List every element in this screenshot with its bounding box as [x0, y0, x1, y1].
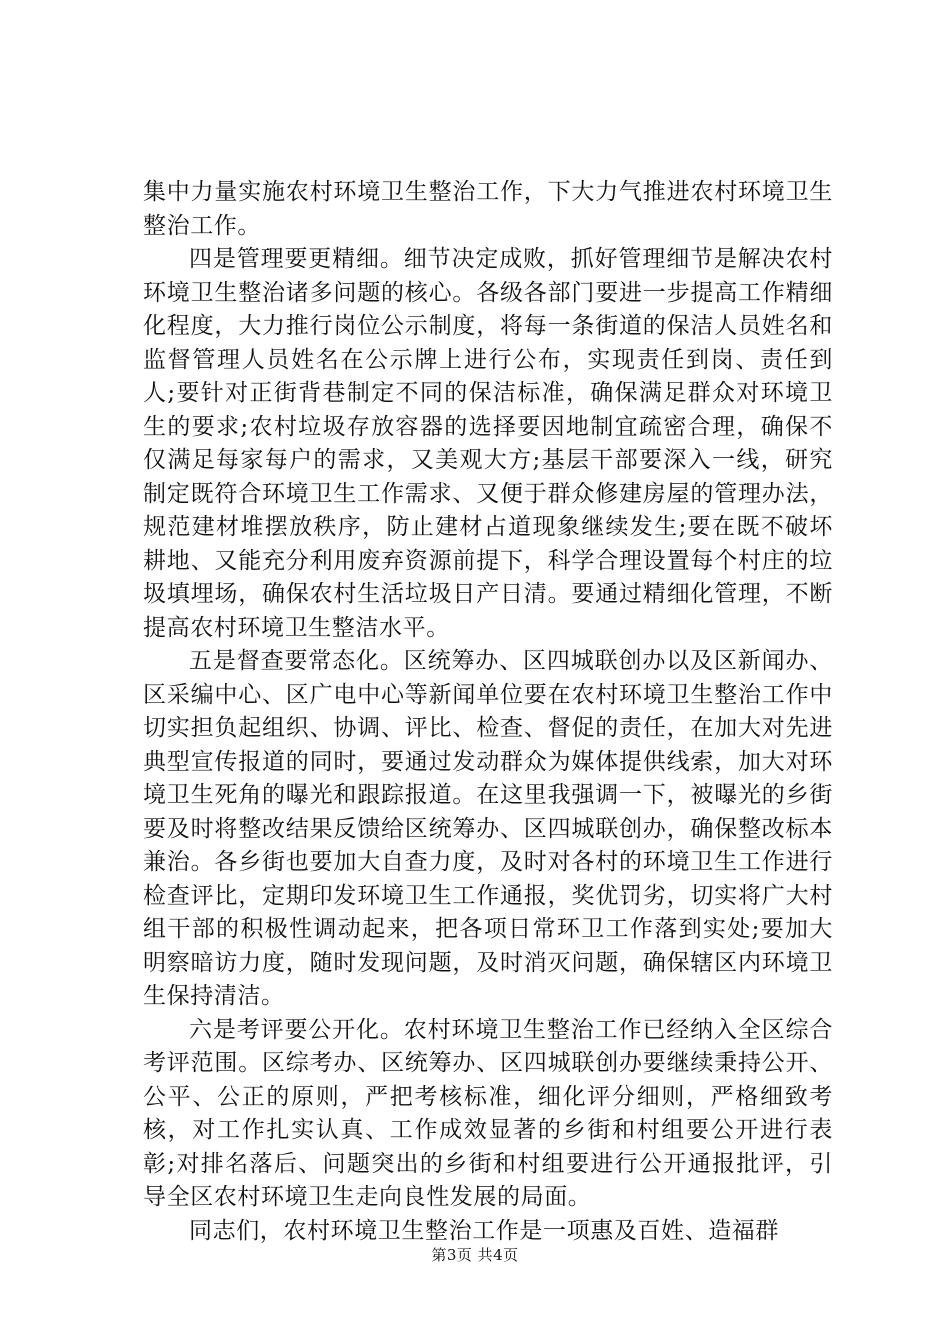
document-body — [143, 176, 833, 1248]
page-number-footer: 第3页 共4页 — [431, 1246, 519, 1264]
paragraph-evaluation: 六是考评要公开化。农村环境卫生整治工作已经纳入全区综合考评范围。区综考办、区统筹办、区四城联创办要继续秉持公开、公平、公正的原则，严把考核标准，细化评分细则，严格细致考核，对工作扎实认真、工作成效显著的乡街和村组要公开进行表彰;对排名落后、问题突出的乡街和村组要进行公开通报批评，引导全区农村环境卫生走向良性发展的局面。 — [143, 1016, 833, 1210]
paragraph-management: 四是管理要更精细。细节决定成败，抓好管理细节是解决农村环境卫生整治诸多问题的核心。各级各部门要进一步提高工作精细化程度，大力推行岗位公示制度，将每一条街道的保洁人员姓名和监督管理人员姓名在公示牌上进行公布，实现责任到岗、责任到人;要针对正街背巷制定不同的保洁标准，确保满足群众对环境卫生的要求;农村垃圾存放容器的选择要因地制宜疏密合理，确保不仅满足每家每户的需求，又美观大方;基层干部要深入一线，研究制定既符合环境卫生工作需求、又便于群众修建房屋的管理办法，规范建材堆摆放秩序，防止建材占道现象继续发生;要在既不破坏耕地、又能充分利用废弃资源前提下，科学合理设置每个村庄的垃圾填埋场，确保农村生活垃圾日产日清。要通过精细化管理，不断提高农村环境卫生整洁水平。 — [143, 246, 833, 641]
paragraph-closing: 同志们，农村环境卫生整治工作是一项惠及百姓、造福群 — [189, 1217, 779, 1244]
paragraph-continuation: 集中力量实施农村环境卫生整治工作，下大力气推进农村环境卫生整治工作。 — [143, 179, 833, 239]
paragraph-supervision: 五是督查要常态化。区统筹办、区四城联创办以及区新闻办、区采编中心、区广电中心等新闻单位要在农村环境卫生整治工作中切实担负起组织、协调、评比、检查、督促的责任，在加大对先进典型宣传报道的同时，要通过发动群众为媒体提供线索，加大对环境卫生死角的曝光和跟踪报道。在这里我强调一下，被曝光的乡街要及时将整改结果反馈给区统筹办、区四城联创办，确保整改标本兼治。各乡街也要加大自查力度，及时对各村的环境卫生工作进行检查评比，定期印发环境卫生工作通报，奖优罚劣，切实将广大村组干部的积极性调动起来，把各项日常环卫工作落到实处;要加大明察暗访力度，随时发现问题，及时消灭问题，确保辖区内环境卫生保持清洁。 — [143, 648, 833, 1009]
